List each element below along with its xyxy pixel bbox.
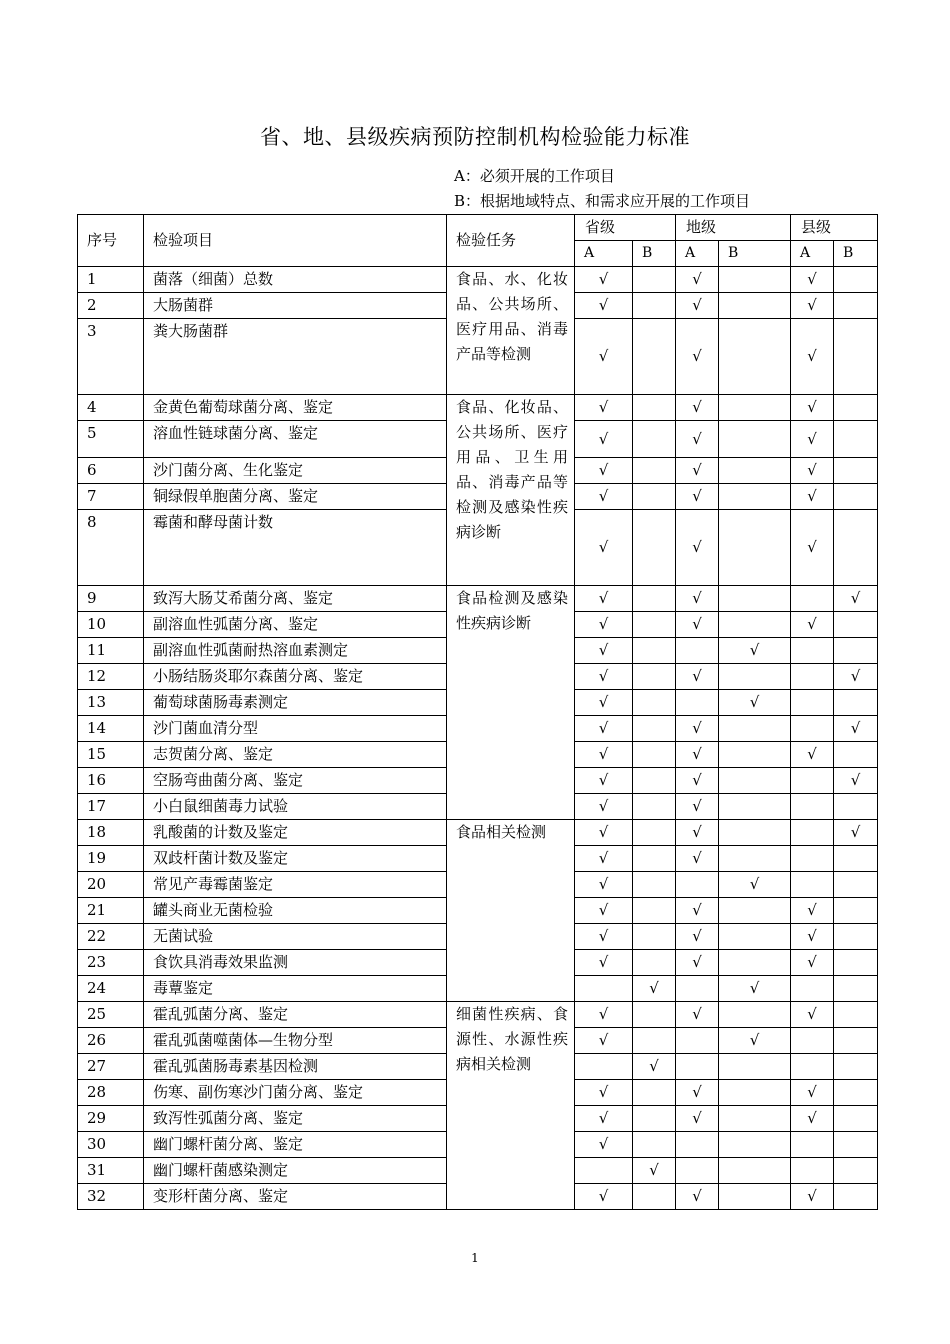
check-province-a: √ [575, 768, 633, 794]
check-province-a: √ [575, 510, 633, 586]
check-prefecture-a: √ [676, 1106, 719, 1132]
check-province-b [633, 510, 676, 586]
header-item: 检验项目 [144, 215, 447, 267]
check-county-b [834, 638, 878, 664]
check-prefecture-b [719, 1080, 791, 1106]
check-province-a: √ [575, 690, 633, 716]
row-item: 变形杆菌分离、鉴定 [144, 1184, 447, 1210]
check-province-b [633, 319, 676, 395]
row-number: 20 [78, 872, 144, 898]
check-county-a [791, 768, 834, 794]
check-prefecture-b [719, 768, 791, 794]
check-province-a: √ [575, 638, 633, 664]
header-prefecture-a: A [676, 241, 719, 267]
check-prefecture-b [719, 1054, 791, 1080]
check-province-b [633, 950, 676, 976]
header-county-b: B [834, 241, 878, 267]
row-item: 罐头商业无菌检验 [144, 898, 447, 924]
row-number: 32 [78, 1184, 144, 1210]
page-title: 省、地、县级疾病预防控制机构检验能力标准 [260, 125, 690, 149]
check-province-b [633, 1080, 676, 1106]
check-county-a: √ [791, 293, 834, 319]
check-prefecture-a: √ [676, 1080, 719, 1106]
check-prefecture-a: √ [676, 794, 719, 820]
check-prefecture-a: √ [676, 768, 719, 794]
header-task: 检验任务 [447, 215, 575, 267]
row-number: 18 [78, 820, 144, 846]
table-row [78, 586, 878, 612]
check-province-b [633, 690, 676, 716]
check-prefecture-a [676, 1054, 719, 1080]
row-number: 28 [78, 1080, 144, 1106]
row-number: 15 [78, 742, 144, 768]
check-prefecture-b: √ [719, 1028, 791, 1054]
check-prefecture-a: √ [676, 924, 719, 950]
check-county-a: √ [791, 395, 834, 421]
check-county-a: √ [791, 421, 834, 458]
check-province-b: √ [633, 1158, 676, 1184]
check-county-a [791, 638, 834, 664]
check-county-b [834, 421, 878, 458]
row-number: 11 [78, 638, 144, 664]
table-row [78, 267, 878, 293]
row-item: 沙门菌分离、生化鉴定 [144, 458, 447, 484]
check-county-b [834, 1080, 878, 1106]
row-number: 9 [78, 586, 144, 612]
check-county-b [834, 293, 878, 319]
check-county-a: √ [791, 1106, 834, 1132]
check-county-b: √ [834, 586, 878, 612]
check-province-b [633, 768, 676, 794]
row-number: 12 [78, 664, 144, 690]
check-prefecture-a: √ [676, 586, 719, 612]
table-row [78, 820, 878, 846]
check-county-b [834, 898, 878, 924]
check-county-b [834, 1184, 878, 1210]
check-prefecture-a: √ [676, 1002, 719, 1028]
check-province-b [633, 1132, 676, 1158]
row-item: 乳酸菌的计数及鉴定 [144, 820, 447, 846]
check-province-a: √ [575, 794, 633, 820]
header-county-a: A [791, 241, 834, 267]
check-province-a: √ [575, 586, 633, 612]
check-province-a: √ [575, 898, 633, 924]
check-prefecture-a: √ [676, 612, 719, 638]
row-item: 空肠弯曲菌分离、鉴定 [144, 768, 447, 794]
check-county-a [791, 872, 834, 898]
row-task: 食品相关检测 [447, 820, 575, 1002]
check-county-b [834, 612, 878, 638]
row-task: 食品、水、化妆品、公共场所、医疗用品、消毒产品等检测 [447, 267, 575, 395]
header-no: 序号 [78, 215, 144, 267]
row-item: 粪大肠菌群 [144, 319, 447, 395]
check-county-b: √ [834, 768, 878, 794]
check-prefecture-a [676, 872, 719, 898]
check-province-b [633, 664, 676, 690]
check-prefecture-a: √ [676, 458, 719, 484]
row-item: 菌落（细菌）总数 [144, 267, 447, 293]
row-number: 19 [78, 846, 144, 872]
check-county-b [834, 1106, 878, 1132]
check-prefecture-b [719, 820, 791, 846]
check-county-a: √ [791, 898, 834, 924]
check-prefecture-a [676, 1028, 719, 1054]
check-province-a: √ [575, 820, 633, 846]
check-prefecture-a: √ [676, 950, 719, 976]
row-number: 1 [78, 267, 144, 293]
check-province-b [633, 716, 676, 742]
check-county-b [834, 924, 878, 950]
check-province-a: √ [575, 1028, 633, 1054]
check-province-b [633, 395, 676, 421]
check-prefecture-a: √ [676, 421, 719, 458]
check-prefecture-b [719, 484, 791, 510]
row-number: 30 [78, 1132, 144, 1158]
row-number: 17 [78, 794, 144, 820]
row-item: 副溶血性弧菌耐热溶血素测定 [144, 638, 447, 664]
check-prefecture-b [719, 664, 791, 690]
check-prefecture-b [719, 924, 791, 950]
check-county-a: √ [791, 319, 834, 395]
check-province-b [633, 872, 676, 898]
check-prefecture-b [719, 950, 791, 976]
check-prefecture-a: √ [676, 293, 719, 319]
check-prefecture-a: √ [676, 484, 719, 510]
check-province-b [633, 1184, 676, 1210]
check-prefecture-a: √ [676, 319, 719, 395]
row-number: 14 [78, 716, 144, 742]
check-county-a: √ [791, 267, 834, 293]
check-prefecture-a [676, 1158, 719, 1184]
row-item: 葡萄球菌肠毒素测定 [144, 690, 447, 716]
check-province-b [633, 484, 676, 510]
check-province-b: √ [633, 976, 676, 1002]
check-province-a: √ [575, 664, 633, 690]
check-province-a: √ [575, 924, 633, 950]
page-number: 1 [471, 1251, 479, 1265]
row-number: 24 [78, 976, 144, 1002]
header-province-b: B [633, 241, 676, 267]
row-item: 伤寒、副伤寒沙门菌分离、鉴定 [144, 1080, 447, 1106]
check-province-b [633, 421, 676, 458]
check-province-b [633, 612, 676, 638]
check-county-a [791, 716, 834, 742]
row-item: 幽门螺杆菌分离、鉴定 [144, 1132, 447, 1158]
check-prefecture-a: √ [676, 1184, 719, 1210]
row-item: 致泻性弧菌分离、鉴定 [144, 1106, 447, 1132]
check-prefecture-b: √ [719, 690, 791, 716]
check-prefecture-b: √ [719, 872, 791, 898]
check-province-b: √ [633, 1054, 676, 1080]
header-province-a: A [575, 241, 633, 267]
check-county-b [834, 510, 878, 586]
check-prefecture-b [719, 586, 791, 612]
row-number: 3 [78, 319, 144, 395]
row-item: 副溶血性弧菌分离、鉴定 [144, 612, 447, 638]
row-item: 幽门螺杆菌感染测定 [144, 1158, 447, 1184]
check-prefecture-a [676, 1132, 719, 1158]
check-prefecture-a [676, 690, 719, 716]
check-prefecture-b [719, 510, 791, 586]
check-county-a: √ [791, 1184, 834, 1210]
check-province-a: √ [575, 846, 633, 872]
check-county-b [834, 690, 878, 716]
check-county-a [791, 820, 834, 846]
check-province-a: √ [575, 267, 633, 293]
check-prefecture-b [719, 716, 791, 742]
check-county-a: √ [791, 1080, 834, 1106]
row-number: 13 [78, 690, 144, 716]
check-county-a: √ [791, 510, 834, 586]
row-item: 小肠结肠炎耶尔森菌分离、鉴定 [144, 664, 447, 690]
row-item: 志贺菌分离、鉴定 [144, 742, 447, 768]
check-prefecture-a: √ [676, 820, 719, 846]
check-county-b: √ [834, 716, 878, 742]
row-number: 31 [78, 1158, 144, 1184]
check-county-b [834, 950, 878, 976]
check-prefecture-a: √ [676, 267, 719, 293]
legend-b: B：根据地域特点、和需求应开展的工作项目 [454, 192, 751, 210]
table-row [78, 395, 878, 421]
check-province-b [633, 794, 676, 820]
check-province-a: √ [575, 1184, 633, 1210]
row-item: 无菌试验 [144, 924, 447, 950]
check-prefecture-b [719, 898, 791, 924]
check-county-a: √ [791, 458, 834, 484]
check-province-a: √ [575, 1106, 633, 1132]
legend-a: A：必须开展的工作项目 [454, 167, 615, 185]
check-county-a: √ [791, 484, 834, 510]
check-county-b [834, 458, 878, 484]
check-county-a: √ [791, 612, 834, 638]
check-prefecture-b [719, 1106, 791, 1132]
check-province-a: √ [575, 612, 633, 638]
check-province-a: √ [575, 458, 633, 484]
check-county-b [834, 1028, 878, 1054]
row-number: 2 [78, 293, 144, 319]
check-county-b [834, 395, 878, 421]
check-county-a: √ [791, 924, 834, 950]
check-province-a: √ [575, 1080, 633, 1106]
check-county-b: √ [834, 820, 878, 846]
check-province-b [633, 742, 676, 768]
check-county-a: √ [791, 742, 834, 768]
check-province-a: √ [575, 950, 633, 976]
row-number: 29 [78, 1106, 144, 1132]
row-number: 21 [78, 898, 144, 924]
header-prefecture: 地级 [676, 215, 791, 241]
check-prefecture-b: √ [719, 638, 791, 664]
row-number: 25 [78, 1002, 144, 1028]
check-county-b [834, 872, 878, 898]
row-item: 溶血性链球菌分离、鉴定 [144, 421, 447, 458]
check-prefecture-b [719, 395, 791, 421]
check-county-a [791, 1054, 834, 1080]
check-prefecture-a: √ [676, 664, 719, 690]
check-county-b [834, 742, 878, 768]
check-prefecture-b [719, 1002, 791, 1028]
check-province-b [633, 924, 676, 950]
check-county-a [791, 664, 834, 690]
check-county-a [791, 586, 834, 612]
check-county-b [834, 267, 878, 293]
row-task: 细菌性疾病、食源性、水源性疾病相关检测 [447, 1002, 575, 1210]
check-prefecture-a: √ [676, 742, 719, 768]
row-number: 16 [78, 768, 144, 794]
check-county-a: √ [791, 1002, 834, 1028]
check-prefecture-b [719, 319, 791, 395]
check-province-a: √ [575, 742, 633, 768]
check-province-b [633, 846, 676, 872]
row-number: 5 [78, 421, 144, 458]
check-county-a [791, 1028, 834, 1054]
table-body [78, 267, 878, 1210]
check-prefecture-b [719, 1184, 791, 1210]
check-province-a: √ [575, 293, 633, 319]
check-county-b [834, 1054, 878, 1080]
check-county-a [791, 794, 834, 820]
row-item: 致泻大肠艾希菌分离、鉴定 [144, 586, 447, 612]
check-county-b [834, 1132, 878, 1158]
check-province-a: √ [575, 484, 633, 510]
check-prefecture-b [719, 1158, 791, 1184]
check-province-b [633, 1028, 676, 1054]
check-province-a: √ [575, 716, 633, 742]
check-county-a [791, 846, 834, 872]
row-item: 霍乱弧菌分离、鉴定 [144, 1002, 447, 1028]
row-item: 双歧杆菌计数及鉴定 [144, 846, 447, 872]
check-province-b [633, 898, 676, 924]
check-prefecture-b [719, 742, 791, 768]
check-prefecture-b [719, 846, 791, 872]
check-prefecture-b [719, 458, 791, 484]
row-task: 食品、化妆品、公共场所、医疗用品、卫生用品、消毒产品等检测及感染性疾病诊断 [447, 395, 575, 586]
row-item: 常见产毒霉菌鉴定 [144, 872, 447, 898]
check-province-b [633, 293, 676, 319]
check-county-b [834, 794, 878, 820]
row-item: 沙门菌血清分型 [144, 716, 447, 742]
check-county-b [834, 484, 878, 510]
check-county-a [791, 690, 834, 716]
row-item: 铜绿假单胞菌分离、鉴定 [144, 484, 447, 510]
check-prefecture-b: √ [719, 976, 791, 1002]
check-prefecture-a [676, 976, 719, 1002]
check-county-a [791, 976, 834, 1002]
row-item: 霉菌和酵母菌计数 [144, 510, 447, 586]
check-province-a: √ [575, 1002, 633, 1028]
check-province-b [633, 1002, 676, 1028]
check-prefecture-a: √ [676, 395, 719, 421]
check-province-b [633, 458, 676, 484]
header-county: 县级 [791, 215, 878, 241]
capability-table [77, 214, 878, 1210]
row-number: 8 [78, 510, 144, 586]
row-item: 大肠菌群 [144, 293, 447, 319]
check-province-b [633, 267, 676, 293]
check-province-b [633, 1106, 676, 1132]
row-number: 26 [78, 1028, 144, 1054]
check-prefecture-a: √ [676, 898, 719, 924]
check-prefecture-b [719, 293, 791, 319]
check-county-b [834, 319, 878, 395]
row-item: 金黄色葡萄球菌分离、鉴定 [144, 395, 447, 421]
row-item: 霍乱弧菌肠毒素基因检测 [144, 1054, 447, 1080]
header-province: 省级 [575, 215, 676, 241]
check-prefecture-a: √ [676, 716, 719, 742]
row-number: 10 [78, 612, 144, 638]
check-county-b [834, 846, 878, 872]
check-province-b [633, 820, 676, 846]
check-province-a: √ [575, 421, 633, 458]
check-province-a: √ [575, 395, 633, 421]
header-prefecture-b: B [719, 241, 791, 267]
check-province-a: √ [575, 1132, 633, 1158]
row-number: 27 [78, 1054, 144, 1080]
row-item: 霍乱弧菌噬菌体—生物分型 [144, 1028, 447, 1054]
check-county-b [834, 1158, 878, 1184]
check-prefecture-a [676, 638, 719, 664]
check-province-a: √ [575, 319, 633, 395]
check-county-b: √ [834, 664, 878, 690]
row-number: 23 [78, 950, 144, 976]
check-county-a [791, 1132, 834, 1158]
check-county-b [834, 976, 878, 1002]
row-number: 7 [78, 484, 144, 510]
check-prefecture-b [719, 267, 791, 293]
check-prefecture-b [719, 421, 791, 458]
check-province-a [575, 976, 633, 1002]
row-task: 食品检测及感染性疾病诊断 [447, 586, 575, 820]
row-item: 毒蕈鉴定 [144, 976, 447, 1002]
check-prefecture-b [719, 612, 791, 638]
check-province-a: √ [575, 872, 633, 898]
check-county-a [791, 1158, 834, 1184]
check-prefecture-b [719, 794, 791, 820]
check-prefecture-b [719, 1132, 791, 1158]
row-item: 食饮具消毒效果监测 [144, 950, 447, 976]
check-province-b [633, 638, 676, 664]
check-county-a: √ [791, 950, 834, 976]
row-number: 4 [78, 395, 144, 421]
check-province-a [575, 1054, 633, 1080]
row-number: 6 [78, 458, 144, 484]
check-province-b [633, 586, 676, 612]
row-item: 小白鼠细菌毒力试验 [144, 794, 447, 820]
check-prefecture-a: √ [676, 846, 719, 872]
check-province-a [575, 1158, 633, 1184]
check-county-b [834, 1002, 878, 1028]
check-prefecture-a: √ [676, 510, 719, 586]
row-number: 22 [78, 924, 144, 950]
table-row [78, 1002, 878, 1028]
